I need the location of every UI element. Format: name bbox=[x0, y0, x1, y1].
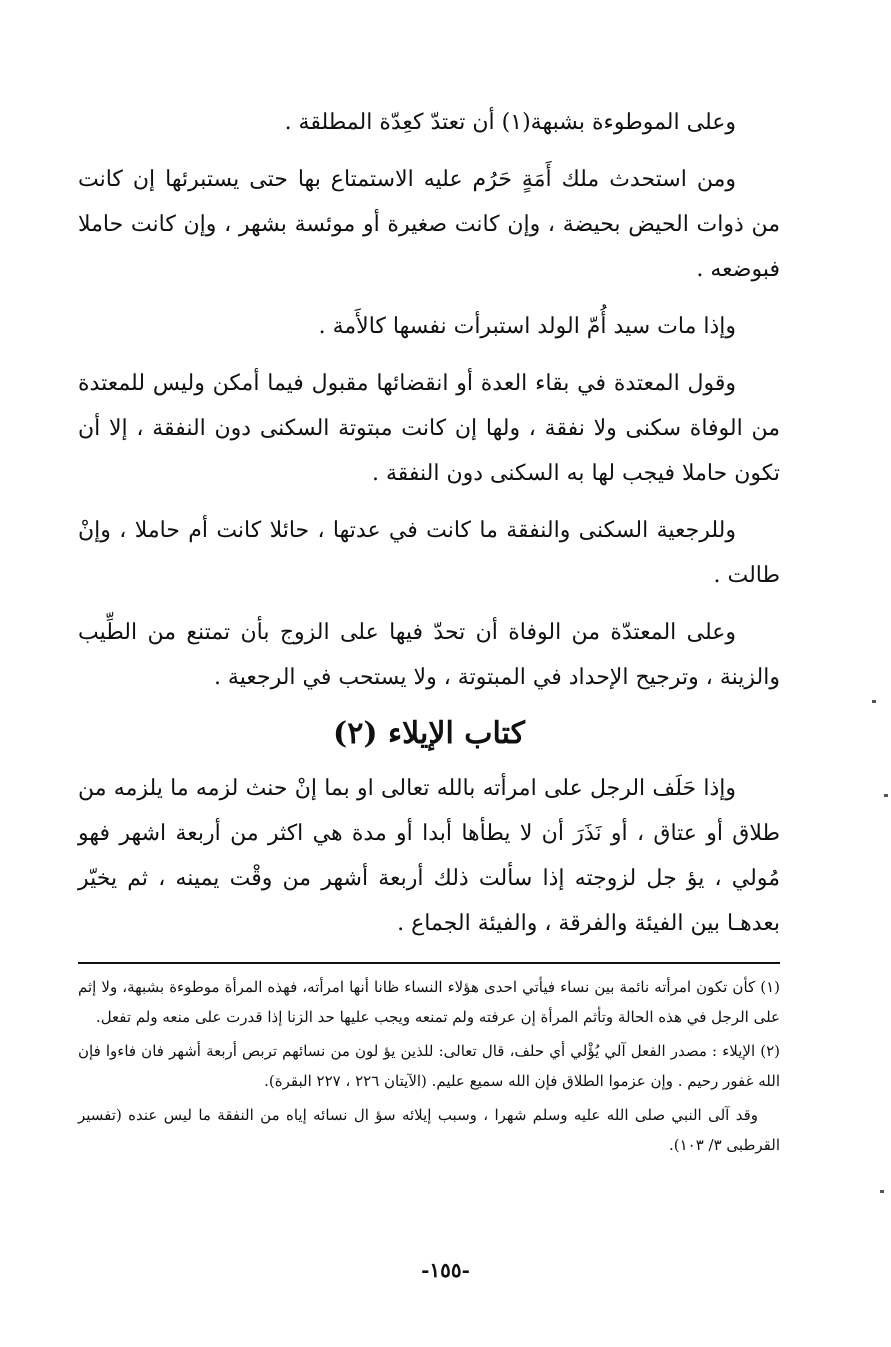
footnotes bbox=[78, 972, 780, 1164]
margin-speck bbox=[884, 794, 888, 797]
paragraph-waiting-woman-statement: وقول المعتدة في بقاء العدة أو انقضائها مقبول فيما أمكن وليس للمعتدة من الوفاة سكنى ولا نفقة ، ولها إن كانت مبتوتة السكنى دون النفقة ، إلا أن تكون حاملا فيجب لها به السكنى دون النفقة . bbox=[78, 371, 780, 486]
margin-speck bbox=[872, 700, 876, 703]
paragraph-revocable-divorce: وللرجعية السكنى والنفقة ما كانت في عدتها ، حائلا كانت أم حاملا ، وإنْ طالت . bbox=[78, 518, 780, 588]
footnote-2-continuation: وقد آلى النبي صلى الله عليه وسلم شهرا ، وسبب إيلائه سؤ ال نسائه إياه من النفقة ما ليس عنده (تفسير القرطبى ٣/ ١٠٣). bbox=[78, 1106, 780, 1154]
chapter-title: كتاب الإيلاء (٢) bbox=[333, 716, 525, 751]
main-text bbox=[78, 100, 780, 958]
paragraph-ila-oath: وإذا حَلَف الرجل على امرأته بالله تعالى او بما إنْ حنث لزمه ما يلزمه من طلاق أو عتاق ، أو نَذَرَ أن لا يطأها أبدا أو مدة هي اكثر من أربعة اشهر فهو مُولي ، يؤ جل لزوجته إذا سألت ذلك أربعة أشهر من وقْت يمينه ، ثم يخيّر بعدهـا بين الفيئة والفرقة ، والفيئة الجماع . bbox=[78, 776, 780, 936]
margin-speck bbox=[880, 1190, 884, 1193]
page-number: -١٥٥- bbox=[421, 1258, 470, 1282]
paragraph-mourning: وعلى المعتدّة من الوفاة أن تحدّ فيها على الزوج بأن تمتنع من الطِّيب والزينة ، وترجيح الإحداد في المبتوتة ، ولا يستحب في الرجعية . bbox=[78, 620, 780, 690]
paragraph-umm-walad: وإذا مات سيد أُمّ الولد استبرأت نفسها كالأَمة . bbox=[318, 314, 736, 339]
paragraph-slave-purification: ومن استحدث ملك أَمَةٍ حَرُم عليه الاستمتاع بها حتى يستبرئها إن كانت من ذوات الحيض بحيضة ، وإن كانت صغيرة أو موئسة بشهر ، وإن كانت حاملا فبوضعه . bbox=[78, 167, 780, 282]
footnote-divider bbox=[78, 962, 780, 964]
footnote-1: (١) كأن تكون امرأته نائمة بين نساء فيأتي احدى هؤلاء النساء ظانا أنها امرأته، فهذه المرأة موطوءة بشبهة، ولا إثم على الرجل في هذه الحالة وتأثم المرأة إن عرفته ولم تمنعه ويجب عليها حد الزنا إذا قدرت على منعه ولم تفعل. bbox=[78, 978, 780, 1026]
footnote-2: (٢) الإيلاء : مصدر الفعل آلي يُؤْلي أي حلف، قال تعالى: للذين يؤ لون من نسائهم تربص أربعة أشهر فان فاءوا فإن الله غفور رحيم . وإن عزموا الطلاق فإن الله سميع عليم. (الآيتان ٢٢٦ ، ٢٢٧ البقرة). bbox=[78, 1042, 780, 1090]
paragraph-doubtful-intercourse: وعلى الموطوءة بشبهة(١) أن تعتدّ كعِدّة المطلقة . bbox=[284, 110, 736, 135]
